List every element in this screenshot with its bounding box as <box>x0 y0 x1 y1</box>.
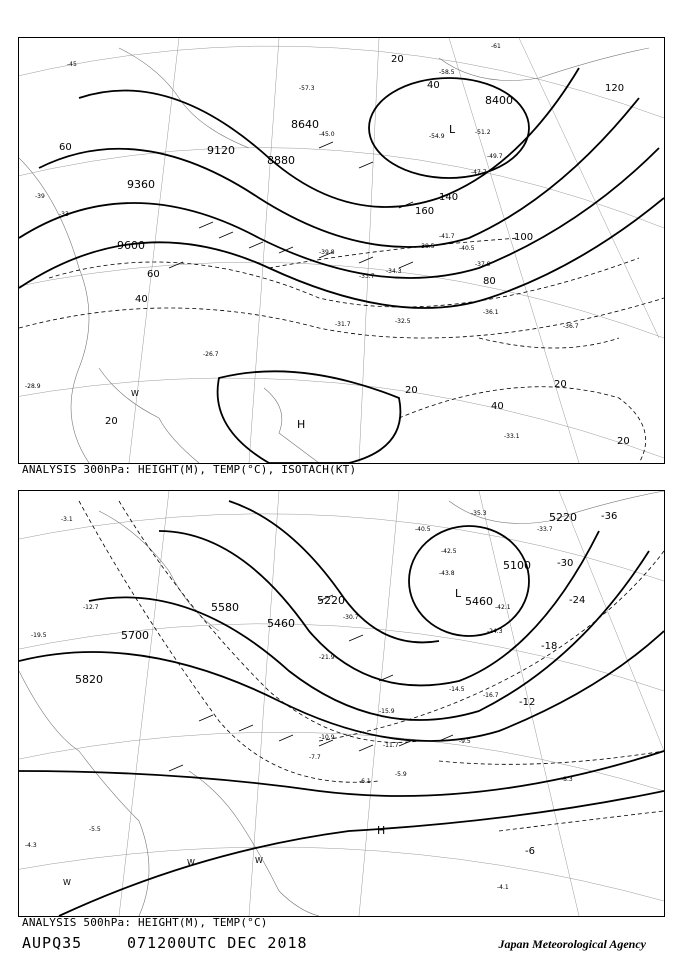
height-label: 9120 <box>207 144 235 157</box>
caption-500hpa: ANALYSIS 500hPa: HEIGHT(M), TEMP(°C) <box>22 916 268 929</box>
station-temp: -40.5 <box>415 526 431 533</box>
isotach-label: 20 <box>554 379 567 390</box>
isotach-label: 120 <box>605 83 625 94</box>
low-center-label: L <box>455 587 462 600</box>
map-500hpa <box>19 491 664 916</box>
low-center-label: L <box>449 123 456 136</box>
temperature-label: -30 <box>557 558 574 569</box>
wind-marker: W <box>131 389 139 398</box>
isotach-label: 60 <box>59 142 72 153</box>
height-contours <box>19 68 664 463</box>
temperature-label: -36 <box>601 511 618 522</box>
station-temp: -8.3 <box>561 776 573 783</box>
station-temp: -4.1 <box>497 884 509 891</box>
station-temp: -42.1 <box>495 604 511 611</box>
station-temp: -42.5 <box>441 548 457 555</box>
station-temp: -19.5 <box>31 632 47 639</box>
station-temp: -33 <box>59 211 69 218</box>
station-temp: -41.7 <box>439 233 455 240</box>
isotach-contours <box>19 238 664 463</box>
station-temp: -9.5 <box>459 738 471 745</box>
station-temp: -57.3 <box>299 85 315 92</box>
height-label: 5100 <box>503 559 531 572</box>
temperature-labels <box>519 511 617 857</box>
temperature-label: -18 <box>541 641 558 652</box>
station-temp: -5.5 <box>89 826 101 833</box>
isotach-label: 140 <box>439 192 459 203</box>
map-300hpa <box>19 38 664 463</box>
temperature-label: -24 <box>569 595 586 606</box>
station-temp: -31.7 <box>335 321 351 328</box>
height-label: 8400 <box>485 94 513 107</box>
station-temp: -4.3 <box>25 842 37 849</box>
station-temp: -11.7 <box>383 742 399 749</box>
isotach-label: 20 <box>617 436 630 447</box>
isotach-label: 40 <box>491 401 504 412</box>
station-temp: -40.5 <box>459 245 475 252</box>
station-temp: -58.5 <box>439 69 455 76</box>
station-temp: -51.2 <box>475 129 491 136</box>
station-temp: -35.3 <box>471 510 487 517</box>
station-temp: -33.7 <box>359 273 375 280</box>
wind-marker: W <box>187 858 195 867</box>
station-temp: -32.5 <box>395 318 411 325</box>
station-temp: -28.9 <box>25 383 41 390</box>
isotach-label: 40 <box>135 294 148 305</box>
station-temp: -45 <box>67 61 77 68</box>
isotach-label: 40 <box>427 80 440 91</box>
height-label: 5220 <box>549 511 577 524</box>
isotach-label: 20 <box>105 416 118 427</box>
station-temp: -38.5 <box>419 243 435 250</box>
isotach-label: 20 <box>405 385 418 396</box>
station-temp: -24.3 <box>487 628 503 635</box>
station-temp: -26.7 <box>203 351 219 358</box>
height-label: 5700 <box>121 629 149 642</box>
graticule <box>19 38 664 463</box>
isotach-label: 100 <box>514 232 534 243</box>
isotach-label: 160 <box>415 206 435 217</box>
product-id: AUPQ35 <box>22 934 83 952</box>
high-center-label: H <box>297 418 306 431</box>
station-temp: -12.7 <box>83 604 99 611</box>
station-temp: -37.9 <box>475 261 491 268</box>
station-temp: -34.3 <box>386 268 402 275</box>
station-temp: -10.9 <box>319 734 335 741</box>
chart-panel-500hpa <box>18 490 665 917</box>
height-label: 8880 <box>267 154 295 167</box>
station-temp: -39 <box>35 193 45 200</box>
station-temp: -39.8 <box>319 249 335 256</box>
height-label: 5220 <box>317 594 345 607</box>
height-label: 9360 <box>127 178 155 191</box>
station-temp: -3.1 <box>61 516 73 523</box>
isotach-label: 60 <box>147 269 160 280</box>
high-center-label: H <box>377 824 386 837</box>
height-label: 8640 <box>291 118 319 131</box>
chart-panel-300hpa <box>18 37 665 464</box>
temperature-label: -12 <box>519 697 536 708</box>
station-temp: -15.9 <box>379 708 395 715</box>
station-temp: -45.0 <box>319 131 335 138</box>
wind-marker: W <box>255 856 263 865</box>
wind-marker: W <box>63 878 71 887</box>
station-temp: -61 <box>491 43 501 50</box>
height-label: 5820 <box>75 673 103 686</box>
height-label: 5460 <box>465 595 493 608</box>
station-temp: -5.9 <box>395 771 407 778</box>
station-temp: -30.7 <box>343 614 359 621</box>
height-label: 9600 <box>117 239 145 252</box>
station-temp: -36.7 <box>563 323 579 330</box>
station-temp: -47.7 <box>471 169 487 176</box>
height-label: 5580 <box>211 601 239 614</box>
station-temp: -6.1 <box>359 778 371 785</box>
agency-credit: Japan Meteorological Agency <box>498 937 646 951</box>
station-temp: -54.9 <box>429 133 445 140</box>
valid-time: 071200UTC DEC 2018 <box>127 934 308 952</box>
station-temp: -33.7 <box>537 526 553 533</box>
station-temp: -33.1 <box>504 433 520 440</box>
station-temp: -14.5 <box>449 686 465 693</box>
station-temp: -21.9 <box>319 654 335 661</box>
temperature-label: -6 <box>525 846 535 857</box>
isotach-label: 80 <box>483 276 496 287</box>
station-temp: -43.8 <box>439 570 455 577</box>
station-temp: -49.7 <box>487 153 503 160</box>
station-temp: -16.7 <box>483 692 499 699</box>
height-label: 5460 <box>267 617 295 630</box>
caption-300hpa: ANALYSIS 300hPa: HEIGHT(M), TEMP(°C), ISOTACH(KT) <box>22 463 357 476</box>
station-temperatures <box>25 510 573 891</box>
isotach-label: 20 <box>391 54 404 65</box>
station-temp: -7.7 <box>309 754 321 761</box>
station-temp: -36.1 <box>483 309 499 316</box>
wind-barbs <box>169 595 453 771</box>
